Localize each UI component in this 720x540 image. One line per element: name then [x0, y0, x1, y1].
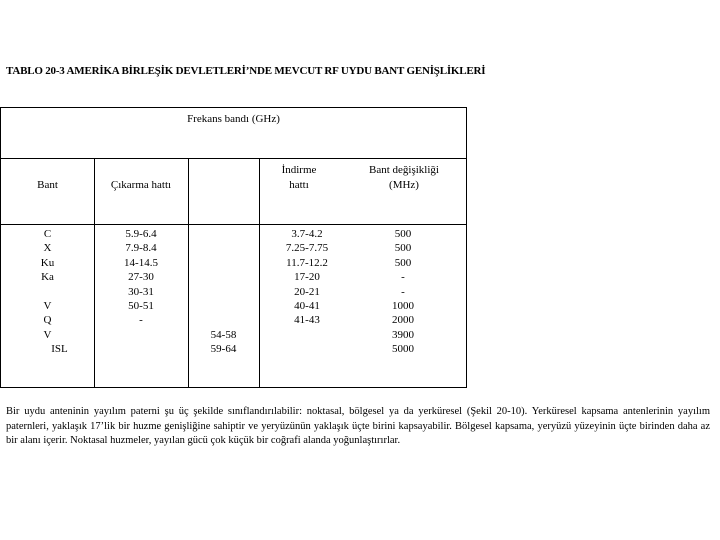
bandwidth-cell: 500: [394, 242, 412, 255]
downlink-cell: 41-43: [294, 314, 320, 327]
downlink-cell: 20-21: [294, 285, 320, 298]
bandwidth-cell: 5000: [392, 343, 414, 356]
bandwidth-cell: -: [401, 271, 405, 284]
downlink-cell: 3.7-4.2: [291, 228, 323, 240]
band-cell: Ku: [40, 256, 55, 269]
header-divider: [1, 158, 466, 159]
downlink-cell: 40-41: [294, 300, 320, 313]
bandwidth-header: Bant değişikliği (MHz): [369, 164, 439, 191]
band-cell: C: [43, 228, 52, 240]
bandwidth-cell: 2000: [392, 314, 414, 327]
extra-uplink-cell: 59-64: [210, 343, 237, 356]
extra-uplink-column: [188, 328, 259, 357]
band-cell: X: [43, 242, 52, 255]
uplink-cell: 30-31: [128, 285, 154, 298]
downlink-cell: 7.25-7.75: [285, 242, 329, 255]
band-column: [1, 227, 94, 357]
bandwidth-table: [0, 107, 467, 388]
uplink-cell: 5.9-6.4: [125, 228, 157, 240]
downlink-header: İndirme hattı: [281, 164, 317, 191]
bandwidth-cell: -: [401, 285, 405, 298]
uplink-cell: 7.9-8.4: [125, 242, 157, 255]
frequency-band-header: Frekans bandı (GHz): [187, 113, 280, 125]
uplink-cell: -: [139, 314, 143, 327]
band-cell: Q: [43, 314, 52, 327]
bandwidth-cell: 500: [394, 256, 412, 269]
band-header: Bant: [37, 179, 58, 191]
band-cell: ISL: [51, 343, 68, 356]
band-cell: [1, 285, 94, 299]
bandwidth-column: [355, 227, 451, 357]
bandwidth-cell: 3900: [392, 328, 414, 341]
uplink-header: Çıkarma hattı: [110, 179, 172, 191]
downlink-cell: 17-20: [294, 271, 320, 284]
extra-uplink-cell: 54-58: [210, 329, 237, 341]
bandwidth-cell: 500: [394, 228, 412, 240]
uplink-cell: 27-30: [128, 271, 154, 284]
band-cell: V: [43, 300, 52, 313]
uplink-cell: 50-51: [128, 300, 154, 313]
bandwidth-cell: 1000: [392, 300, 414, 313]
downlink-column: [259, 227, 355, 328]
uplink-column: [94, 227, 188, 328]
band-cell: Ka: [41, 271, 54, 284]
body-divider: [1, 224, 466, 225]
downlink-cell: 11.7-12.2: [286, 256, 328, 269]
table-title: TABLO 20-3 AMERİKA BİRLEŞİK DEVLETLERİ’NDE MEVCUT RF UYDU BANT GENİŞLİKLERİ: [6, 65, 486, 77]
band-cell: V: [43, 328, 52, 341]
uplink-cell: 14-14.5: [124, 256, 158, 269]
body-paragraph: Bir uydu anteninin yayılım paterni şu üç şekilde sınıflandırılabilir: noktasal, bölgesel ya da yerküresel (Şekil 20-10). Yerküresel kapsama antenlerinin yayılım paternleri, yaklaşık 17’lik bir huzme genişliğine sahiptir ve yeryüzünün yaklaşık üçte birini kapsayabilir. Bölgesel kapsama, yeryüzü yüzeyinin üçte birinden daha az bir alanı içerir. Noktasal huzmeler, yayılan gücü çok küçük bir coğrafi alanda yoğunlaştırırlar.: [6, 406, 710, 446]
